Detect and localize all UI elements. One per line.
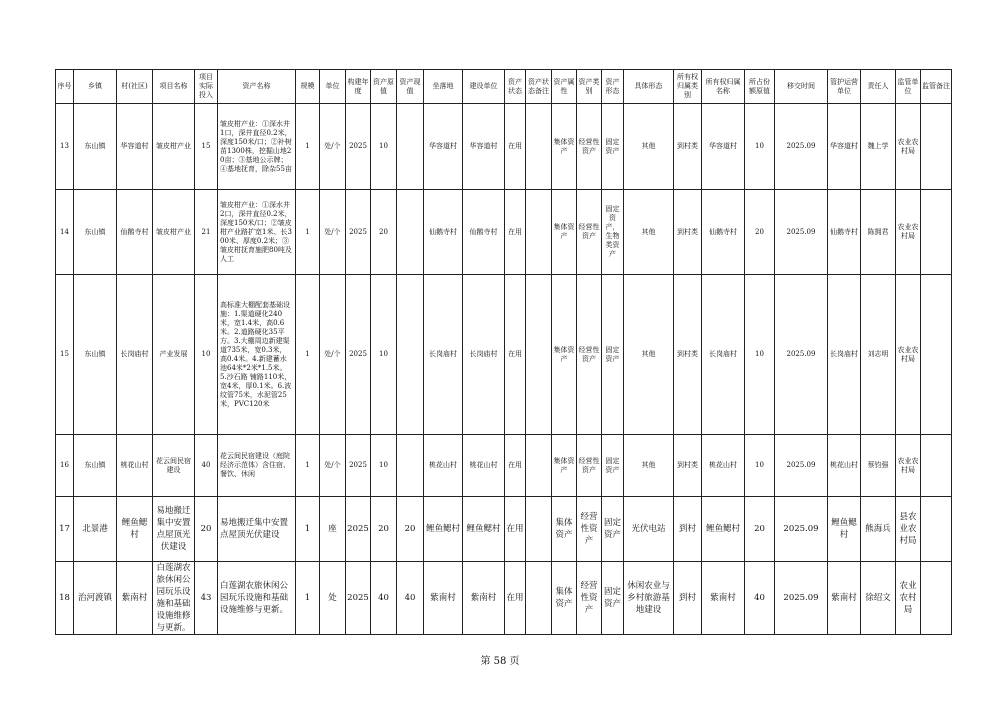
row-number: 18 <box>56 562 74 635</box>
supervisor-cell: 县农业农村局 <box>896 497 921 562</box>
supervision-note-cell <box>921 275 952 435</box>
column-header: 所占份额原值 <box>745 70 775 104</box>
ownership-name-cell: 鲤鱼鳃村 <box>702 497 745 562</box>
asset-category-cell: 经营性资产 <box>577 104 602 190</box>
transfer-time-cell: 2025.09 <box>775 104 828 190</box>
supervisor-cell: 农业农村局 <box>896 275 921 435</box>
specific-form-cell: 其他 <box>624 435 674 497</box>
original-value-cell: 10 <box>371 104 397 190</box>
column-header: 项目实际投入 <box>195 70 218 104</box>
status-note-cell <box>526 497 552 562</box>
build-year-cell: 2025 <box>346 435 371 497</box>
location-cell: 华容道村 <box>424 104 463 190</box>
town-cell: 治河渡镇 <box>74 562 117 635</box>
specific-form-cell: 其他 <box>624 190 674 275</box>
responsible-person-cell: 魏上学 <box>861 104 896 190</box>
operator-cell: 紫南村 <box>828 562 861 635</box>
ownership-name-cell: 桃花山村 <box>702 435 745 497</box>
original-value-cell: 20 <box>371 190 397 275</box>
asset-category-cell: 经营性资产 <box>577 435 602 497</box>
operator-cell: 长岗庙村 <box>828 275 861 435</box>
supervisor-cell: 农业农村局 <box>896 435 921 497</box>
asset-attribute-cell: 集体资产 <box>552 497 577 562</box>
asset-name-cell: 白莲湖农旅休闲公园玩乐设施和基础设施维修与更新。 <box>218 562 296 635</box>
project-name-cell: 产业发展 <box>153 275 195 435</box>
responsible-person-cell: 熊海兵 <box>861 497 896 562</box>
column-header: 资产状态 <box>505 70 526 104</box>
town-cell: 东山镇 <box>74 275 117 435</box>
column-header: 序号 <box>56 70 74 104</box>
status-cell: 在用 <box>505 275 526 435</box>
unit-cell: 处/个 <box>320 104 346 190</box>
specific-form-cell: 休闲农业与乡村旅游基地建设 <box>624 562 674 635</box>
investment-cell: 10 <box>195 275 218 435</box>
ownership-type-cell: 到村 <box>674 497 702 562</box>
column-header: 资产原值 <box>371 70 397 104</box>
transfer-time-cell: 2025.09 <box>775 190 828 275</box>
asset-attribute-cell: 集体资产 <box>552 275 577 435</box>
unit-cell: 处 <box>320 562 346 635</box>
column-header: 构建年度 <box>346 70 371 104</box>
location-cell: 鲤鱼鳃村 <box>424 497 463 562</box>
location-cell: 长岗庙村 <box>424 275 463 435</box>
supervision-note-cell <box>921 190 952 275</box>
share-value-cell: 10 <box>745 275 775 435</box>
asset-category-cell: 经营性资产 <box>577 190 602 275</box>
build-year-cell: 2025 <box>346 562 371 635</box>
town-cell: 东山镇 <box>74 435 117 497</box>
column-header: 管护运营单位 <box>828 70 861 104</box>
scale-cell: 1 <box>296 190 320 275</box>
project-name-cell: 皱皮柑产业 <box>153 104 195 190</box>
builder-cell: 华容道村 <box>463 104 505 190</box>
row-number: 15 <box>56 275 74 435</box>
current-value-cell <box>397 435 424 497</box>
current-value-cell <box>397 190 424 275</box>
transfer-time-cell: 2025.09 <box>775 435 828 497</box>
project-name-cell: 易地搬迁集中安置点屋顶光伏建设 <box>153 497 195 562</box>
supervision-note-cell <box>921 497 952 562</box>
column-header: 所有权归属类别 <box>674 70 702 104</box>
transfer-time-cell: 2025.09 <box>775 275 828 435</box>
scale-cell: 1 <box>296 275 320 435</box>
column-header: 规模 <box>296 70 320 104</box>
build-year-cell: 2025 <box>346 190 371 275</box>
operator-cell: 仙鹅寺村 <box>828 190 861 275</box>
village-cell: 紫南村 <box>117 562 153 635</box>
table-row <box>56 190 952 275</box>
ownership-name-cell: 华容道村 <box>702 104 745 190</box>
ownership-type-cell: 到村 <box>674 562 702 635</box>
specific-form-cell: 光伏电站 <box>624 497 674 562</box>
table-row <box>56 435 952 497</box>
responsible-person-cell: 陈拥君 <box>861 190 896 275</box>
asset-table <box>55 69 952 635</box>
build-year-cell: 2025 <box>346 497 371 562</box>
table-row <box>56 275 952 435</box>
supervision-note-cell <box>921 562 952 635</box>
asset-form-cell: 固定资产 <box>602 497 624 562</box>
column-header: 资产现值 <box>397 70 424 104</box>
status-cell: 在用 <box>505 190 526 275</box>
table-row <box>56 562 952 635</box>
operator-cell: 华容道村 <box>828 104 861 190</box>
row-number: 14 <box>56 190 74 275</box>
asset-name-cell: 高标准大棚配套基础设施：1.渠道硬化240米，宽1.4米，高0.6米。2.道路硬化35平方。3.大棚周边新建渠道735米，宽0.3米，高0.4米。4.新建蓄水池64米*2米*1.5米。5.沙石路 铺路110米，宽4米，厚0.1米。6.波纹管75米，水泥管25米，PVC120米 <box>218 275 296 435</box>
investment-cell: 40 <box>195 435 218 497</box>
specific-form-cell: 其他 <box>624 104 674 190</box>
current-value-cell <box>397 104 424 190</box>
village-cell: 仙鹅寺村 <box>117 190 153 275</box>
page-footer: 第 58 页 <box>480 656 520 667</box>
transfer-time-cell: 2025.09 <box>775 497 828 562</box>
location-cell: 仙鹅寺村 <box>424 190 463 275</box>
ownership-type-cell: 到村类 <box>674 104 702 190</box>
supervisor-cell: 农业农村局 <box>896 190 921 275</box>
builder-cell: 紫南村 <box>463 562 505 635</box>
column-header: 具体形态 <box>624 70 674 104</box>
town-cell: 东山镇 <box>74 190 117 275</box>
share-value-cell: 10 <box>745 104 775 190</box>
column-header: 资产属性 <box>552 70 577 104</box>
project-name-cell: 花云间民宿建设 <box>153 435 195 497</box>
status-cell: 在用 <box>505 497 526 562</box>
asset-attribute-cell: 集体资产 <box>552 435 577 497</box>
supervision-note-cell <box>921 104 952 190</box>
project-name-cell: 白莲湖农旅休闲公园玩乐设施和基础设施维修与更新。 <box>153 562 195 635</box>
asset-attribute-cell: 集体资产 <box>552 562 577 635</box>
column-header: 责任人 <box>861 70 896 104</box>
column-header: 监管单位 <box>896 70 921 104</box>
asset-name-cell: 花云间民宿建设（庭院经济示范体）含住宿、餐饮、休闲 <box>218 435 296 497</box>
column-header: 村(社区) <box>117 70 153 104</box>
asset-form-cell: 固定资产，生物类资产 <box>602 190 624 275</box>
share-value-cell: 40 <box>745 562 775 635</box>
status-cell: 在用 <box>505 562 526 635</box>
column-header: 单位 <box>320 70 346 104</box>
status-note-cell <box>526 562 552 635</box>
scale-cell: 1 <box>296 435 320 497</box>
asset-category-cell: 经营性资产 <box>577 497 602 562</box>
supervisor-cell: 农业农村局 <box>896 104 921 190</box>
responsible-person-cell: 徐绍文 <box>861 562 896 635</box>
asset-name-cell: 皱皮柑产业：①深水井1口，深井直径0.2米，深度150米/口；②补树苗1300株，挖掘山地20亩；③基地公示牌；④基地抚育，除杂55亩 <box>218 104 296 190</box>
asset-form-cell: 固定资产 <box>602 275 624 435</box>
row-number: 13 <box>56 104 74 190</box>
ownership-type-cell: 到村类 <box>674 275 702 435</box>
column-header: 监管备注 <box>921 70 952 104</box>
table-row <box>56 497 952 562</box>
status-cell: 在用 <box>505 104 526 190</box>
asset-form-cell: 固定资产 <box>602 104 624 190</box>
specific-form-cell: 其他 <box>624 275 674 435</box>
supervisor-cell: 农业农村局 <box>896 562 921 635</box>
ownership-name-cell: 紫南村 <box>702 562 745 635</box>
scale-cell: 1 <box>296 104 320 190</box>
investment-cell: 20 <box>195 497 218 562</box>
column-header: 坐落地 <box>424 70 463 104</box>
column-header: 资产类别 <box>577 70 602 104</box>
asset-form-cell: 固定资产 <box>602 435 624 497</box>
operator-cell: 桃花山村 <box>828 435 861 497</box>
town-cell: 东山镇 <box>74 104 117 190</box>
build-year-cell: 2025 <box>346 104 371 190</box>
scale-cell: 1 <box>296 497 320 562</box>
ownership-name-cell: 长岗庙村 <box>702 275 745 435</box>
supervision-note-cell <box>921 435 952 497</box>
responsible-person-cell: 刘志明 <box>861 275 896 435</box>
row-number: 16 <box>56 435 74 497</box>
transfer-time-cell: 2025.09 <box>775 562 828 635</box>
project-name-cell: 皱皮柑产业 <box>153 190 195 275</box>
column-header: 移交时间 <box>775 70 828 104</box>
town-cell: 北景港 <box>74 497 117 562</box>
current-value-cell <box>397 275 424 435</box>
share-value-cell: 20 <box>745 497 775 562</box>
operator-cell: 鲤鱼鳃村 <box>828 497 861 562</box>
village-cell: 长岗庙村 <box>117 275 153 435</box>
share-value-cell: 20 <box>745 190 775 275</box>
current-value-cell: 20 <box>397 497 424 562</box>
asset-category-cell: 经营性资产 <box>577 562 602 635</box>
ownership-type-cell: 到村类 <box>674 435 702 497</box>
asset-attribute-cell: 集体资产 <box>552 190 577 275</box>
investment-cell: 21 <box>195 190 218 275</box>
status-note-cell <box>526 435 552 497</box>
column-header: 乡镇 <box>74 70 117 104</box>
share-value-cell: 10 <box>745 435 775 497</box>
column-header: 资产形态 <box>602 70 624 104</box>
unit-cell: 处/个 <box>320 275 346 435</box>
builder-cell: 鲤鱼鳃村 <box>463 497 505 562</box>
builder-cell: 桃花山村 <box>463 435 505 497</box>
ownership-name-cell: 仙鹅寺村 <box>702 190 745 275</box>
location-cell: 桃花山村 <box>424 435 463 497</box>
asset-category-cell: 经营性资产 <box>577 275 602 435</box>
village-cell: 鲤鱼鳃村 <box>117 497 153 562</box>
current-value-cell: 40 <box>397 562 424 635</box>
ownership-type-cell: 到村类 <box>674 190 702 275</box>
column-header: 资产名称 <box>218 70 296 104</box>
asset-attribute-cell: 集体资产 <box>552 104 577 190</box>
builder-cell: 长岗庙村 <box>463 275 505 435</box>
column-header: 所有权归属名称 <box>702 70 745 104</box>
original-value-cell: 10 <box>371 435 397 497</box>
status-note-cell <box>526 104 552 190</box>
location-cell: 紫南村 <box>424 562 463 635</box>
investment-cell: 43 <box>195 562 218 635</box>
column-header: 项目名称 <box>153 70 195 104</box>
village-cell: 桃花山村 <box>117 435 153 497</box>
unit-cell: 座 <box>320 497 346 562</box>
table-row <box>56 104 952 190</box>
column-header: 建设单位 <box>463 70 505 104</box>
original-value-cell: 20 <box>371 497 397 562</box>
build-year-cell: 2025 <box>346 275 371 435</box>
original-value-cell: 10 <box>371 275 397 435</box>
header-row <box>56 70 952 104</box>
status-note-cell <box>526 190 552 275</box>
unit-cell: 处/个 <box>320 190 346 275</box>
unit-cell: 处/个 <box>320 435 346 497</box>
asset-name-cell: 皱皮柑产业：①深水井2口，深井直径0.2米，深度150米/口；②皱皮柑产业路扩宽1米、长300米、厚度0.2米；③皱皮柑抚育施肥80吨及人工 <box>218 190 296 275</box>
original-value-cell: 40 <box>371 562 397 635</box>
status-note-cell <box>526 275 552 435</box>
asset-form-cell: 固定资产 <box>602 562 624 635</box>
column-header: 资产状态备注 <box>526 70 552 104</box>
responsible-person-cell: 蔡钧强 <box>861 435 896 497</box>
village-cell: 华容道村 <box>117 104 153 190</box>
row-number: 17 <box>56 497 74 562</box>
asset-name-cell: 易地搬迁集中安置点屋顶光伏建设 <box>218 497 296 562</box>
status-cell: 在用 <box>505 435 526 497</box>
builder-cell: 仙鹅寺村 <box>463 190 505 275</box>
investment-cell: 15 <box>195 104 218 190</box>
scale-cell: 1 <box>296 562 320 635</box>
